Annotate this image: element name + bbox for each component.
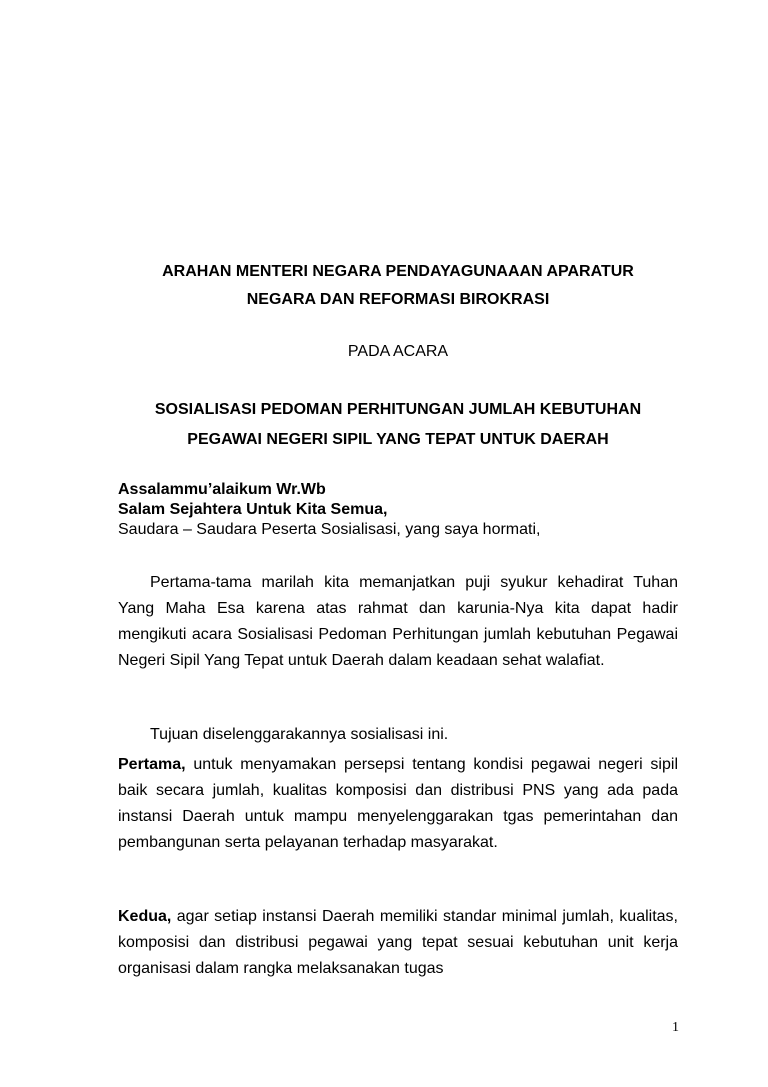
event-title-line-2: PEGAWAI NEGERI SIPIL YANG TEPAT UNTUK DAERAH [187, 431, 609, 448]
event-title-line-1: SOSIALISASI PEDOMAN PERHITUNGAN JUMLAH KEBUTUHAN [154, 401, 642, 418]
title-line-2: NEGARA DAN REFORMASI BIROKRASI [246, 291, 550, 308]
paragraph-opening: Pertama-tama marilah kita memanjatkan puji syukur kehadirat Tuhan Yang Maha Esa karena atas rahmat dan karunia-Nya kita dapat hadir mengikuti acara Sosialisasi Pedoman Perhitungan jumlah kebutuhan Pegawai Negeri Sipil Yang Tepat untuk Daerah dalam keadaan sehat walafiat. [118, 574, 678, 669]
greeting-sejahtera: Salam Sejahtera Untuk Kita Semua, [118, 501, 388, 518]
greeting-salam: Assalammu’alaikum Wr.Wb [118, 481, 326, 498]
paragraph-purpose-second [118, 904, 678, 982]
paragraph-purpose-intro: Tujuan diselenggarakannya sosialisasi ini. [150, 726, 449, 743]
greeting-audience: Saudara – Saudara Peserta Sosialisasi, yang saya hormati, [118, 521, 541, 538]
paragraph-purpose-first [118, 752, 678, 856]
paragraph-text-second: agar setiap instansi Daerah memiliki standar minimal jumlah, kualitas, komposisi dan distribusi pegawai yang tepat sesuai kebutuhan unit kerja organisasi dalam rangka melaksanakan tugas [118, 908, 678, 977]
page-number: 1 [672, 1020, 679, 1035]
paragraph-text-first: untuk menyamakan persepsi tentang kondisi pegawai negeri sipil baik secara jumlah, kualitas komposisi dan distribusi PNS yang ada pada instansi Daerah untuk mampu menyelenggarakan tgas pemerintahan dan pembangunan serta pelayanan terhadap masyarakat. [118, 756, 678, 851]
paragraph-label-second: Kedua, [118, 908, 172, 925]
subtitle: PADA ACARA [347, 343, 449, 360]
paragraph-label-first: Pertama, [118, 756, 186, 773]
title-line-1: ARAHAN MENTERI NEGARA PENDAYAGUNAAAN APARATUR [162, 263, 634, 280]
